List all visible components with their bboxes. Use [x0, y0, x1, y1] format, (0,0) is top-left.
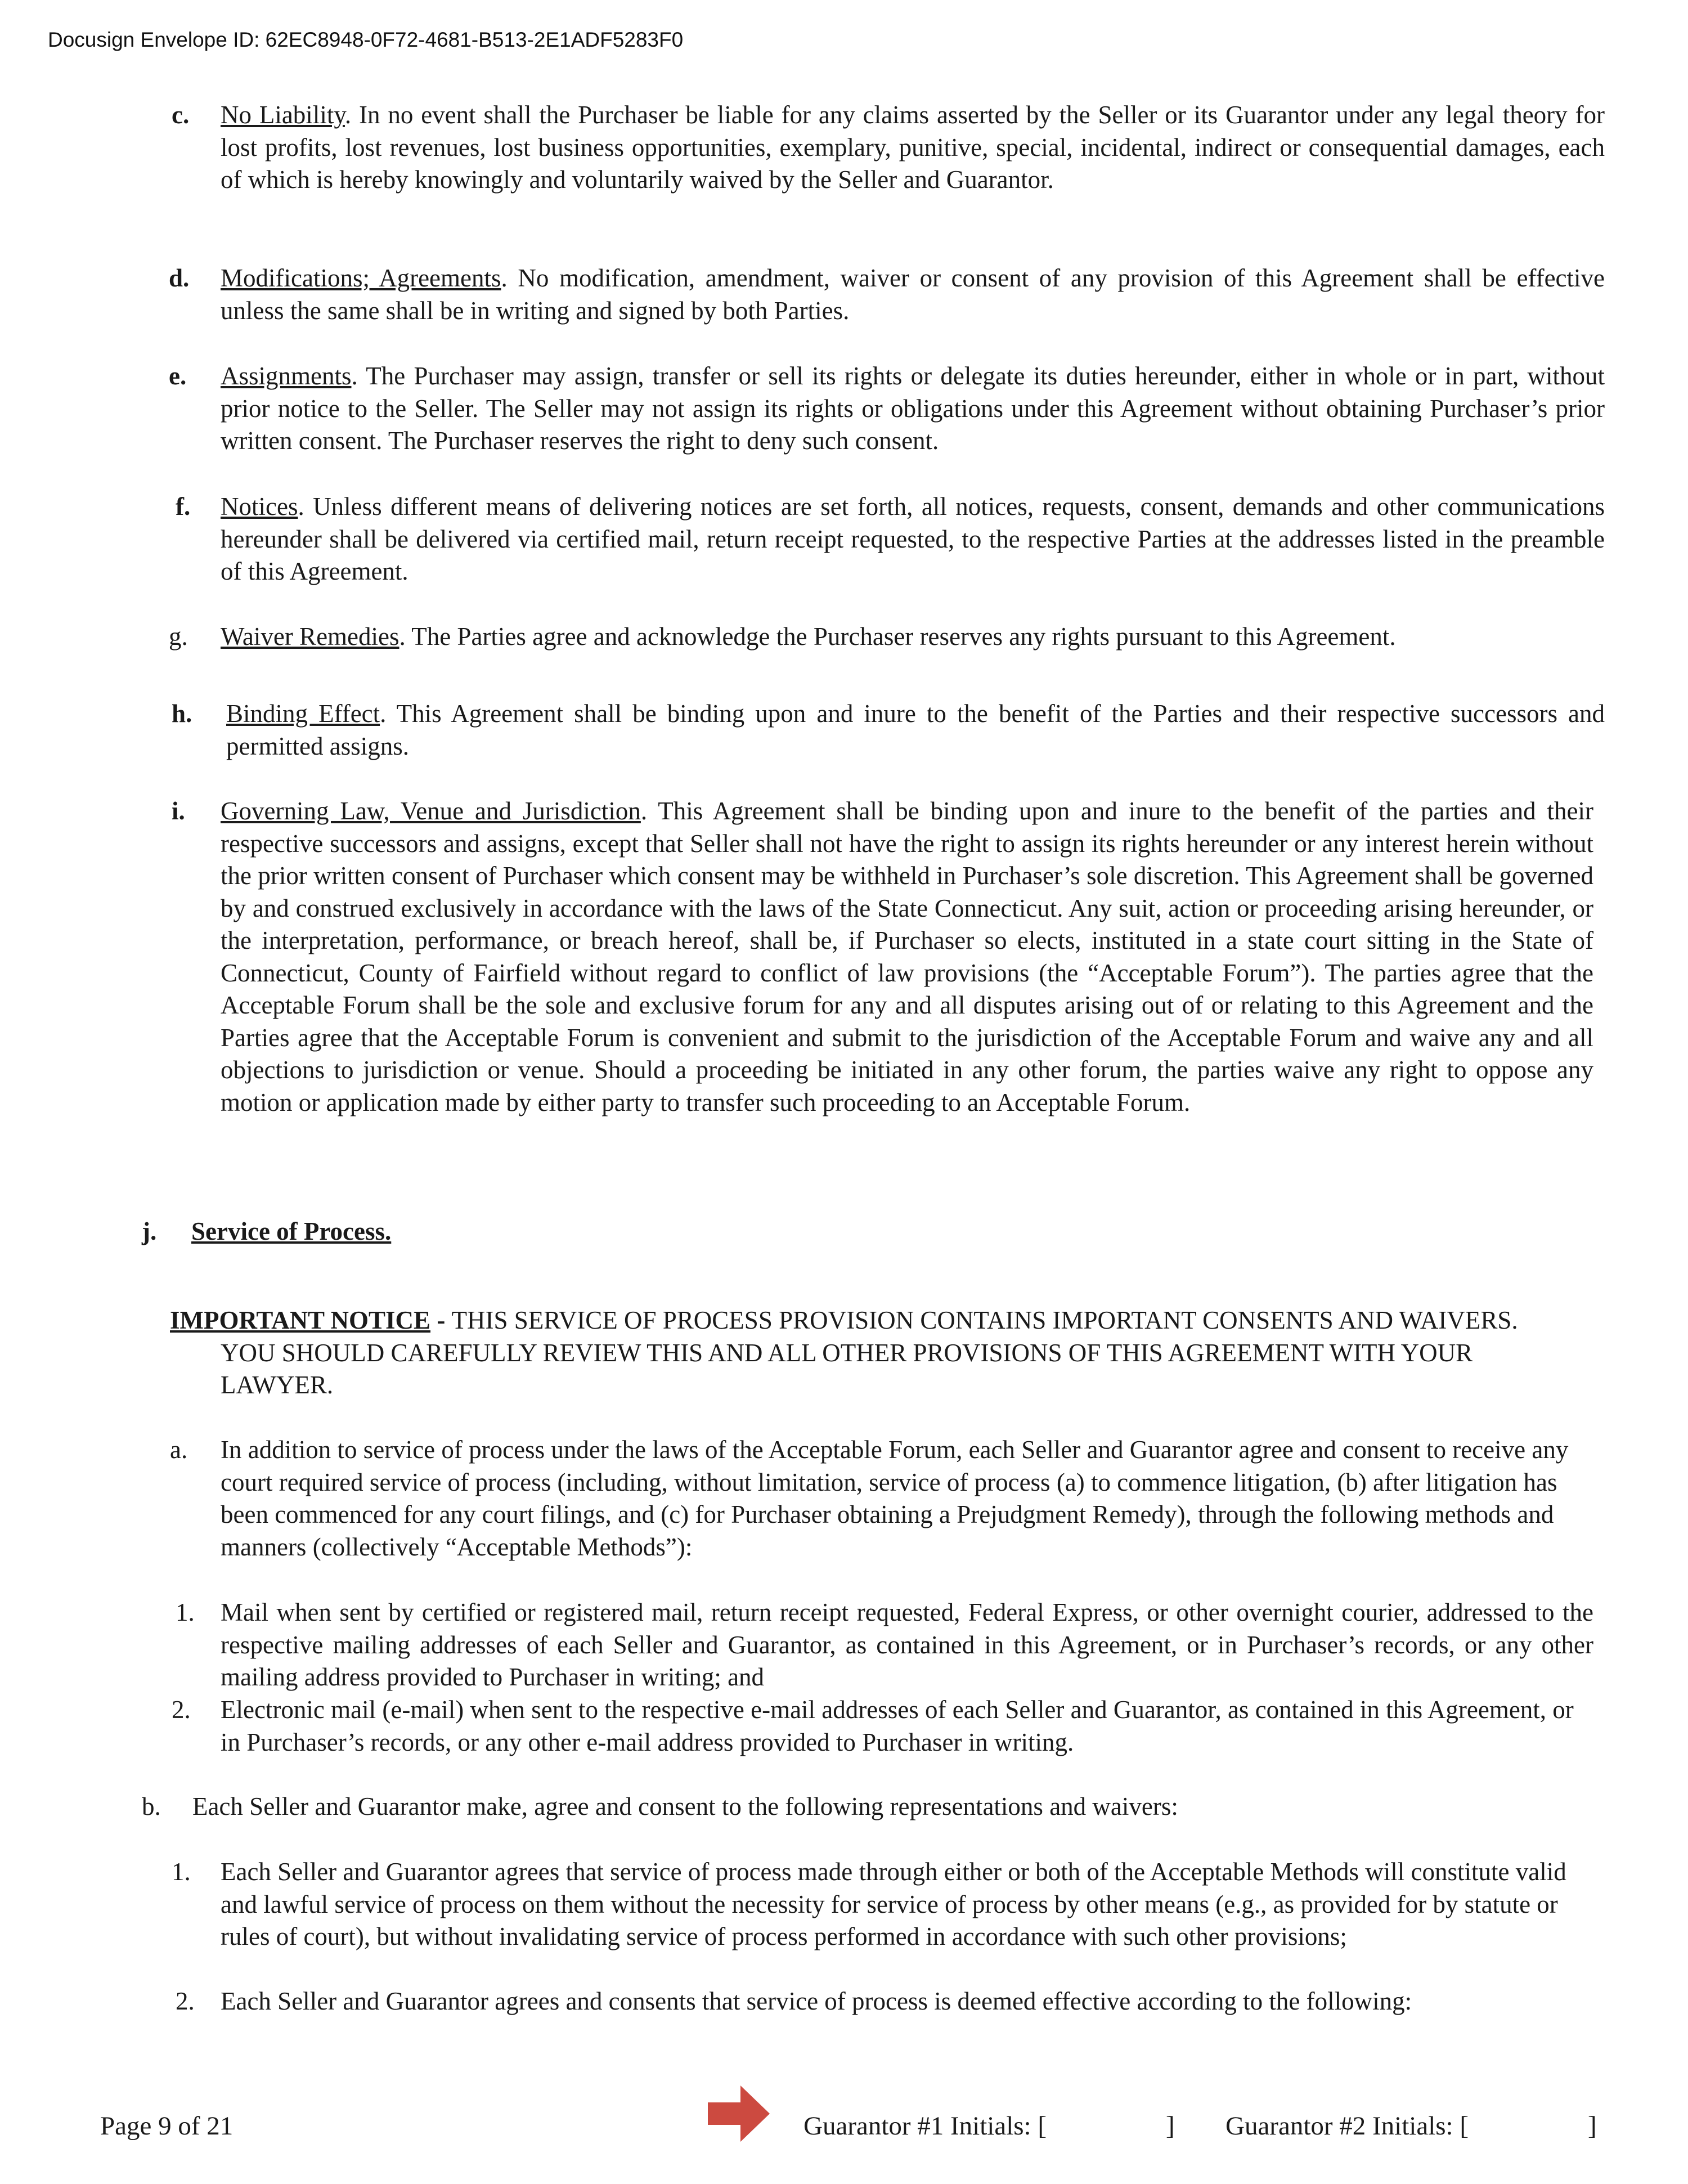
section-g-title: Waiver Remedies [221, 622, 399, 651]
section-i-title: Governing Law, Venue and Jurisdiction [221, 797, 641, 825]
section-h [221, 698, 1605, 763]
section-d [221, 262, 1605, 327]
sub-a-item-1-label: 1. [176, 1598, 195, 1626]
section-d-label: d. [169, 264, 190, 292]
guarantor-2-initials-label: Guarantor #2 Initials: [ [1225, 2111, 1469, 2141]
sub-b-item-2-text: Each Seller and Guarantor agrees and consents that service of process is deemed effective according to the following: [221, 1987, 1412, 2015]
section-e [221, 360, 1605, 458]
section-i-label: i. [172, 797, 185, 825]
section-e-title: Assignments [221, 362, 352, 390]
section-c-title: No Liability [221, 101, 345, 129]
notice-heading: IMPORTANT NOTICE [170, 1306, 431, 1334]
section-i [221, 795, 1593, 1119]
sub-b-item-2-label: 2. [176, 1987, 195, 2015]
section-f-title: Notices [221, 492, 298, 521]
section-j-label: j. [142, 1217, 157, 1245]
section-e-label: e. [169, 362, 187, 390]
section-c [221, 99, 1605, 196]
sub-b-item-1-label: 1. [172, 1858, 191, 1886]
section-f [221, 491, 1605, 588]
section-c-text: . In no event shall the Purchaser be liable for any claims asserted by the Seller or its Guarantor under any legal theory for lost profits, lost revenues, lost business opportunities, exemplary, punitive, special, incidental, indirect or consequential damages, each of which is hereby knowingly and voluntarily waived by the Seller and Guarantor. [221, 101, 1605, 194]
section-j-title: Service of Process. [191, 1217, 392, 1245]
section-c-label: c. [172, 101, 190, 129]
notice-line-3: LAWYER. [221, 1371, 334, 1399]
section-d-text: . No modification, amendment, waiver or consent of any provision of this Agreement shall be effective unless the same shall be in writing and signed by both Parties. [221, 264, 1605, 325]
important-notice [170, 1304, 1610, 1402]
section-d-title: Modifications; Agreements [221, 264, 501, 292]
section-e-text: . The Purchaser may assign, transfer or sell its rights or delegate its duties hereunder, either in whole or in part, without prior notice to the Seller. The Seller may not assign its rights or obligations under this Agreement without obtaining Purchaser’s prior written consent. The Purchaser reserves the right to deny such consent. [221, 362, 1605, 455]
section-h-title: Binding Effect [226, 699, 380, 728]
section-i-text: . This Agreement shall be binding upon and inure to the benefit of the parties and their respective successors and assigns, except that Seller shall not have the right to assign its rights hereunder or any interest herein without the prior written consent of Purchaser which consent may be withheld in Purchaser’s sole discretion. This Agreement shall be governed by and construed exclusively in accordance with the laws of the State Connecticut. Any suit, action or proceeding arising hereunder, or the interpretation, performance, or breach hereof, shall be, if Purchaser so elects, instituted in a state court sitting in the State of Connecticut, County of Fairfield without regard to conflict of law provisions (the “Acceptable Forum”). The parties agree that the Acceptable Forum shall be the sole and exclusive forum for any and all disputes arising out of or relating to this Agreement and the Parties agree that the Acceptable Forum is convenient and submit to the jurisdiction of the Acceptable Forum and waive any and all objections to jurisdiction or venue. Should a proceeding be initiated in any other forum, the parties waive any right to oppose any motion or application made by either party to transfer such proceeding to an Acceptable Forum. [221, 797, 1594, 1116]
section-g-text: . The Parties agree and acknowledge the Purchaser reserves any rights pursuant to this Agreement. [399, 622, 1396, 651]
sub-b-text: Each Seller and Guarantor make, agree and consent to the following representations and waivers: [192, 1792, 1178, 1820]
section-g-label: g. [169, 622, 188, 651]
guarantor-2-bracket-close: ] [1588, 2111, 1597, 2141]
sub-a-label: a. [170, 1436, 188, 1464]
section-h-text: . This Agreement shall be binding upon and inure to the benefit of the Parties and their respective successors and permitted assigns. [226, 699, 1605, 760]
section-h-label: h. [172, 699, 192, 728]
sub-a-item-2-label: 2. [172, 1696, 191, 1724]
sub-b-item-1-text: Each Seller and Guarantor agrees that service of process made through either or both of the Acceptable Methods will constitute valid and lawful service of process on them without the necessity for service of process by other means (e.g., as provided for by statute or rules of court), but without invalidating service of process performed in accordance with such other provisions; [221, 1858, 1566, 1950]
guarantor-1-bracket-close: ] [1166, 2111, 1175, 2141]
page-number: Page 9 of 21 [100, 2111, 234, 2141]
sub-b-label: b. [142, 1792, 161, 1820]
sub-a-item-2-text: Electronic mail (e-mail) when sent to the respective e-mail addresses of each Seller and Guarantor, as contained in this Agreement, or in Purchaser’s records, or any other e-mail address provided to Purchaser in writing. [221, 1696, 1574, 1756]
sub-a-text: In addition to service of process under the laws of the Acceptable Forum, each Seller and Guarantor agree and consent to receive any court required service of process (including, without limitation, service of process (a) to commence litigation, (b) after litigation has been commenced for any court filings, and (c) for Purchaser obtaining a Prejudgment Remedy), through the following methods and manners (collectively “Acceptable Methods”): [221, 1436, 1569, 1561]
sub-a-item-1-text: Mail when sent by certified or registered mail, return receipt requested, Federal Express, or other overnight courier, addressed to the respective mailing addresses of each Seller and Guarantor, as contained in this Agreement, or in Purchaser’s records, or any other mailing address provided to Purchaser in writing; and [221, 1598, 1593, 1691]
section-f-text: . Unless different means of delivering notices are set forth, all notices, requests, consent, demands and other communications hereunder shall be delivered via certified mail, return receipt requested, to the respective Parties at the addresses listed in the preamble of this Agreement. [221, 492, 1605, 585]
section-f-label: f. [176, 492, 191, 521]
section-g [221, 621, 1605, 653]
notice-line-1: THIS SERVICE OF PROCESS PROVISION CONTAINS IMPORTANT CONSENTS AND WAIVERS. [451, 1306, 1518, 1334]
notice-line-2: YOU SHOULD CAREFULLY REVIEW THIS AND ALL OTHER PROVISIONS OF THIS AGREEMENT WITH YOUR [221, 1338, 1473, 1367]
notice-dash: - [430, 1306, 452, 1334]
envelope-id: Docusign Envelope ID: 62EC8948-0F72-4681-B513-2E1ADF5283F0 [48, 28, 684, 51]
guarantor-1-initials-label: Guarantor #1 Initials: [ [803, 2111, 1047, 2141]
arrow-right-icon [708, 2086, 770, 2142]
